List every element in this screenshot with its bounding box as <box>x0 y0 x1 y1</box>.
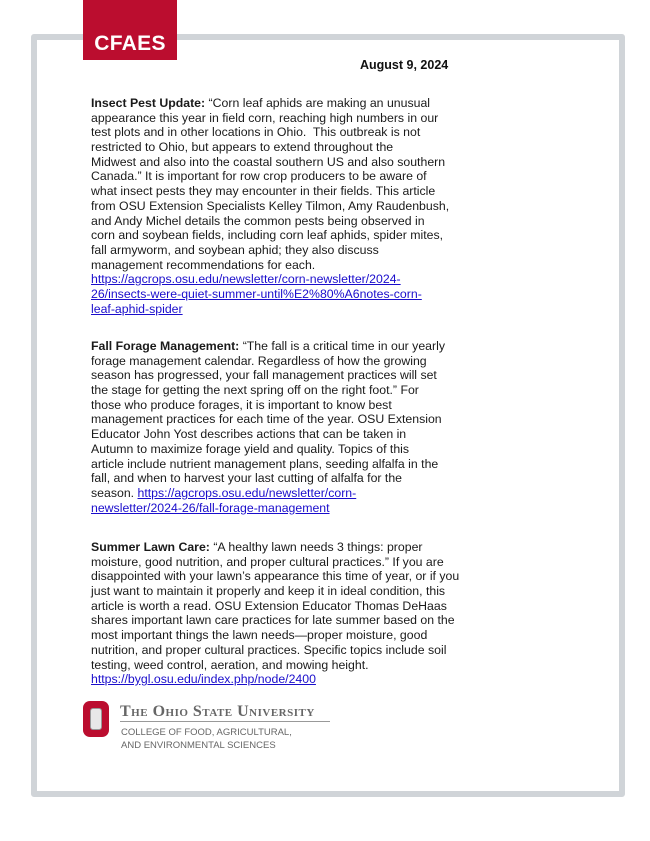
text-line <box>91 442 511 457</box>
text-line <box>91 243 511 258</box>
article-link[interactable]: 26/insects-were-quiet-summer-until%E2%80%A6notes-corn- <box>91 286 422 301</box>
text-line <box>91 471 511 486</box>
text-line <box>91 258 511 273</box>
article-link[interactable]: https://bygl.osu.edu/index.php/node/2400 <box>91 672 316 687</box>
article-link[interactable]: newsletter/2024-26/fall-forage-management <box>91 500 330 515</box>
text-line <box>91 540 511 555</box>
article-text: just want to maintain it properly and keep it in ideal condition, this <box>91 584 446 599</box>
text-line <box>91 272 511 287</box>
text-line <box>91 569 511 584</box>
text-line <box>91 111 511 126</box>
article-text: from OSU Extension Specialists Kelley Tilmon, Amy Raudenbush, <box>91 198 450 213</box>
article-heading: Fall Forage Management: <box>91 339 240 353</box>
article-text: what insect pests they may encounter in their fields. This article <box>91 184 436 199</box>
text-line <box>91 599 511 614</box>
article-text: restricted to Ohio, but appears to extend throughout the <box>91 140 394 155</box>
text-line <box>91 486 511 501</box>
article-summer-lawn <box>91 540 511 687</box>
text-line <box>91 96 511 111</box>
article-insect-pest <box>91 96 511 316</box>
college-name <box>121 726 292 752</box>
text-line <box>91 302 511 317</box>
article-text: Midwest and also into the coastal southern US and also southern <box>91 154 446 169</box>
text-line <box>91 368 511 383</box>
article-text: Educator John Yost describes actions that can be taken in <box>91 427 407 442</box>
college-line-2: AND ENVIRONMENTAL SCIENCES <box>121 740 276 751</box>
block-o-icon <box>83 701 109 737</box>
article-text: fall armyworm, and soybean aphid; they also discuss <box>91 242 379 257</box>
text-line <box>91 555 511 570</box>
article-text: corn and soybean fields, including corn leaf aphids, spider mites, <box>91 228 444 243</box>
article-link[interactable]: https://agcrops.osu.edu/newsletter/corn- <box>137 485 357 500</box>
article-text: “A healthy lawn needs 3 things: proper <box>209 540 423 554</box>
article-text: Canada.” It is important for row crop producers to be aware of <box>91 169 427 184</box>
article-text: disappointed with your lawn’s appearance this time of year, or if you <box>91 569 460 584</box>
university-name: The Ohio State University <box>120 703 315 720</box>
article-text: those who produce forages, it is important to know best <box>91 397 392 412</box>
article-text: forage management calendar. Regardless of how the growing <box>91 353 427 368</box>
text-line <box>91 672 511 687</box>
article-text: most important things the lawn needs—proper moisture, good <box>91 628 428 643</box>
article-text: shares important lawn care practices for late summer based on the <box>91 613 455 628</box>
article-text: article is worth a read. OSU Extension Educator Thomas DeHaas <box>91 598 447 613</box>
divider <box>120 721 330 722</box>
text-line <box>91 584 511 599</box>
article-fall-forage <box>91 339 511 515</box>
article-text: article include nutrient management plans, seeding alfalfa in the <box>91 456 439 471</box>
cfaes-logo <box>83 0 177 60</box>
text-line <box>91 501 511 516</box>
text-line <box>91 383 511 398</box>
article-text: the stage for getting the next spring off on the right foot.” For <box>91 383 419 398</box>
text-line <box>91 398 511 413</box>
article-text: “The fall is a critical time in our yearly <box>239 339 445 353</box>
text-line <box>91 214 511 229</box>
article-text: management practices for each time of the year. OSU Extension <box>91 412 442 427</box>
text-line <box>91 228 511 243</box>
text-line <box>91 287 511 302</box>
article-text: test plots and in other locations in Ohio. This outbreak is not <box>91 125 421 140</box>
article-text: nutrition, and proper cultural practices. Specific topics include soil <box>91 642 447 657</box>
text-line <box>91 412 511 427</box>
text-line <box>91 457 511 472</box>
article-text: testing, weed control, aeration, and mowing height. <box>91 657 369 672</box>
article-link[interactable]: leaf-aphid-spider <box>91 301 183 316</box>
text-line <box>91 155 511 170</box>
article-text: season. <box>91 485 138 500</box>
text-line <box>91 427 511 442</box>
article-text: moisture, good nutrition, and proper cultural practices.” If you are <box>91 554 444 569</box>
text-line <box>91 199 511 214</box>
text-line <box>91 169 511 184</box>
text-line <box>91 125 511 140</box>
article-text: season has progressed, your fall management practices will set <box>91 368 437 383</box>
article-text: “Corn leaf aphids are making an unusual <box>205 96 431 110</box>
text-line <box>91 628 511 643</box>
text-line <box>91 643 511 658</box>
text-line <box>91 339 511 354</box>
article-heading: Insect Pest Update: <box>91 96 206 110</box>
text-line <box>91 140 511 155</box>
article-text: management recommendations for each. <box>91 257 316 272</box>
text-line <box>91 354 511 369</box>
article-text: Autumn to maximize forage yield and quality. Topics of this <box>91 441 410 456</box>
newsletter-date: August 9, 2024 <box>360 58 449 72</box>
article-heading: Summer Lawn Care: <box>91 540 210 554</box>
text-line <box>91 658 511 673</box>
logo-text: CFAES <box>94 32 166 55</box>
college-line-1: COLLEGE OF FOOD, AGRICULTURAL, <box>121 727 292 738</box>
article-text: fall, and when to harvest your last cutting of alfalfa for the <box>91 471 403 486</box>
article-text: and Andy Michel details the common pests being observed in <box>91 213 425 228</box>
article-text: appearance this year in field corn, reaching high numbers in our <box>91 110 439 125</box>
article-link[interactable]: https://agcrops.osu.edu/newsletter/corn-newsletter/2024- <box>91 272 401 287</box>
text-line <box>91 613 511 628</box>
text-line <box>91 184 511 199</box>
